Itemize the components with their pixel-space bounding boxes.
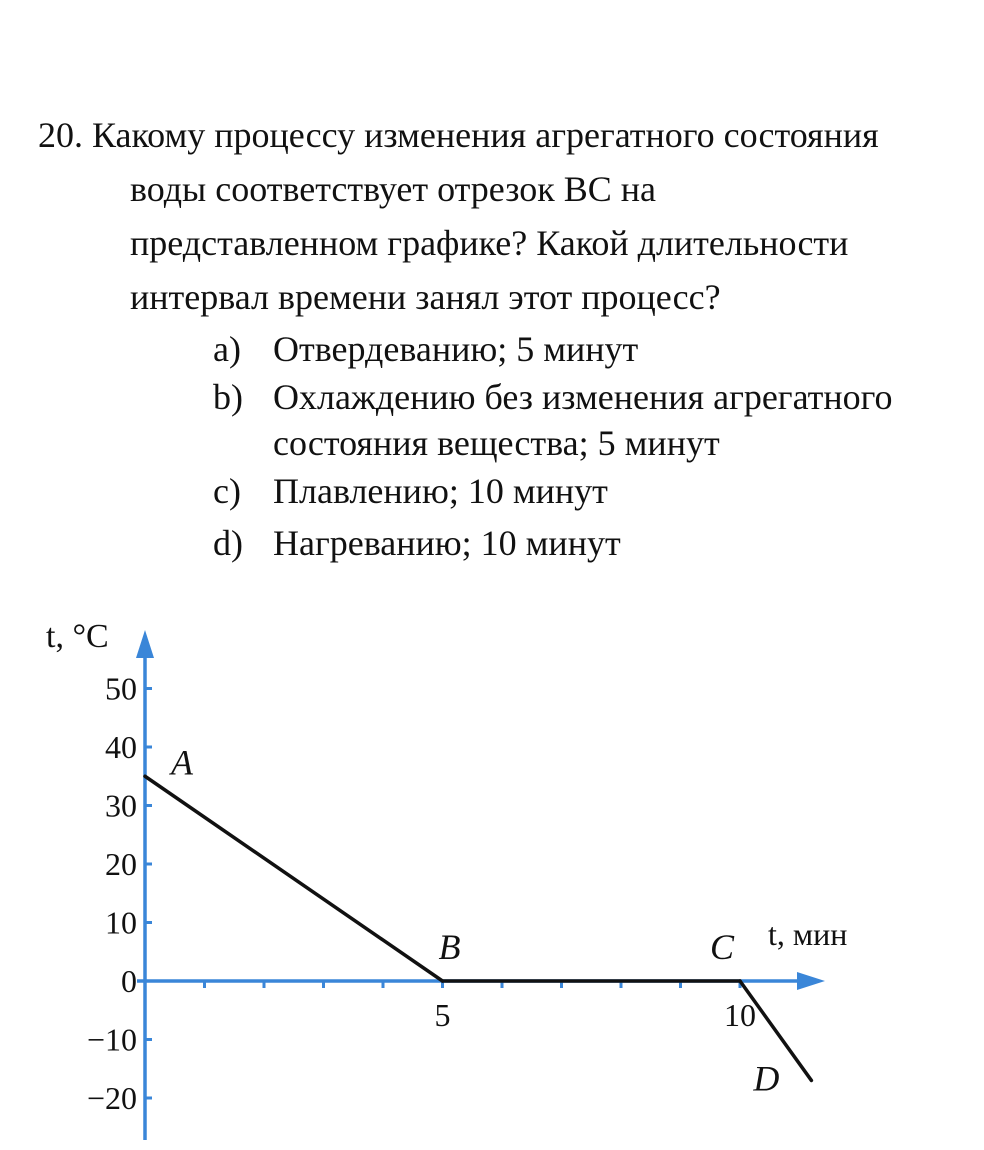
answer-letter: d) bbox=[213, 523, 243, 563]
answer-text: Отвердеванию; 5 минут bbox=[273, 329, 639, 369]
temperature-time-chart bbox=[30, 600, 910, 1145]
point-label-a: A bbox=[171, 742, 193, 783]
answer-option-b bbox=[213, 374, 963, 466]
point-label-b: B bbox=[438, 927, 461, 967]
answer-option-c bbox=[213, 468, 963, 514]
answer-text: Плавлению; 10 минут bbox=[273, 471, 608, 511]
segment-ab bbox=[145, 776, 443, 981]
y-tick-label: 0 bbox=[121, 963, 137, 999]
point-label-d: D bbox=[753, 1058, 780, 1099]
y-tick-label: 50 bbox=[105, 670, 137, 707]
x-axis-arrow bbox=[797, 972, 825, 990]
answer-text: Охлаждению без изменения агрегатного состояния вещества; 5 минут bbox=[273, 377, 893, 463]
point-label-c: C bbox=[710, 927, 735, 967]
answer-letter: a) bbox=[213, 329, 241, 369]
x-axis-title: t, мин bbox=[768, 916, 848, 952]
answer-letter: b) bbox=[213, 377, 243, 417]
y-tick-label: 40 bbox=[105, 729, 137, 765]
y-tick-label: 20 bbox=[105, 846, 137, 882]
x-tick-label: 10 bbox=[724, 997, 756, 1033]
y-tick-label: −20 bbox=[86, 1080, 137, 1116]
y-tick-label: 10 bbox=[105, 904, 137, 941]
answer-letter: c) bbox=[213, 471, 241, 511]
y-tick-label: −10 bbox=[86, 1021, 137, 1058]
answer-text: Нагреванию; 10 минут bbox=[273, 523, 621, 563]
question-line-3: представленном графике? Какой длительности bbox=[130, 223, 849, 263]
answer-list bbox=[213, 326, 963, 568]
question-block bbox=[38, 108, 968, 324]
y-axis-arrow bbox=[136, 630, 154, 658]
ticks-layer bbox=[87, 671, 756, 1117]
y-tick-label: 30 bbox=[105, 787, 137, 824]
y-axis-title: t, °C bbox=[46, 618, 109, 655]
question-line-2: воды соответствует отрезок BC на bbox=[130, 169, 656, 209]
question-line-4: интервал времени занял этот процесс? bbox=[130, 277, 721, 317]
answer-option-a bbox=[213, 326, 963, 372]
chart-svg bbox=[30, 600, 910, 1145]
x-tick-label: 5 bbox=[434, 997, 451, 1033]
question-line-1: 20. Какому процессу изменения агрегатного состояния bbox=[38, 115, 879, 155]
answer-option-d bbox=[213, 520, 963, 566]
axes-layer bbox=[136, 630, 825, 1140]
